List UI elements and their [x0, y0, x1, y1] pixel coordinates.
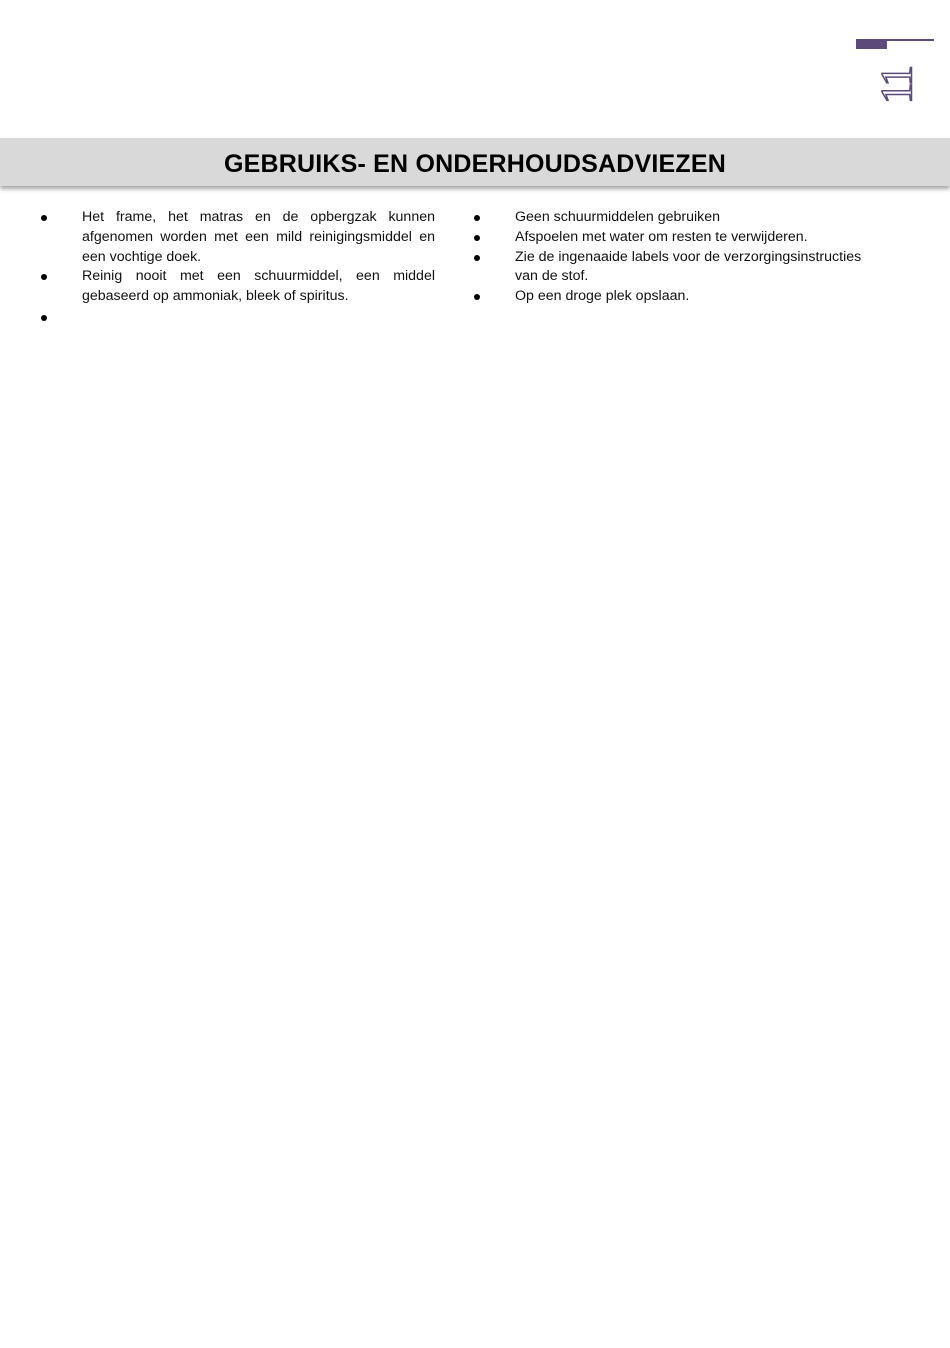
list-item-text: Zie de ingenaaide labels voor de verzorgingsinstructies van de stof. [515, 248, 862, 285]
accent-line [887, 39, 934, 41]
accent-bar [856, 39, 887, 49]
list-item-text: Reinig nooit met een schuurmiddel, een middel gebaseerd op ammoniak, bleek of spiritus. [82, 268, 435, 305]
list-item-text: Afspoelen met water om resten te verwijderen. [515, 228, 808, 245]
list-item-text: Het frame, het matras en de opbergzak kunnen afgenomen worden met een mild reinigingsmiddel en een vochtige doek. [82, 209, 435, 265]
bullet-icon [474, 294, 480, 300]
bullet-icon [474, 255, 480, 261]
list-item-text: Op een droge plek opslaan. [515, 288, 690, 305]
title-banner [0, 138, 950, 186]
page-title: GEBRUIKS- EN ONDERHOUDSADVIEZEN [223, 150, 727, 178]
list-item-empty [40, 308, 435, 328]
right-bullet-list [473, 208, 873, 307]
bullet-icon [474, 215, 480, 221]
bullet-icon [41, 215, 47, 221]
list-item [473, 287, 873, 307]
page-number-marker [855, 38, 935, 124]
left-bullet-list [40, 208, 435, 328]
bullet-icon [41, 274, 47, 280]
bullet-icon [41, 315, 47, 321]
list-item-text: Geen schuurmiddelen gebruiken [515, 209, 721, 225]
list-item [40, 267, 435, 307]
list-item [473, 228, 873, 248]
page-number: 11 [872, 67, 921, 105]
list-item [473, 248, 873, 288]
bullet-icon [474, 235, 480, 241]
list-item [40, 208, 435, 267]
list-item [473, 208, 873, 228]
